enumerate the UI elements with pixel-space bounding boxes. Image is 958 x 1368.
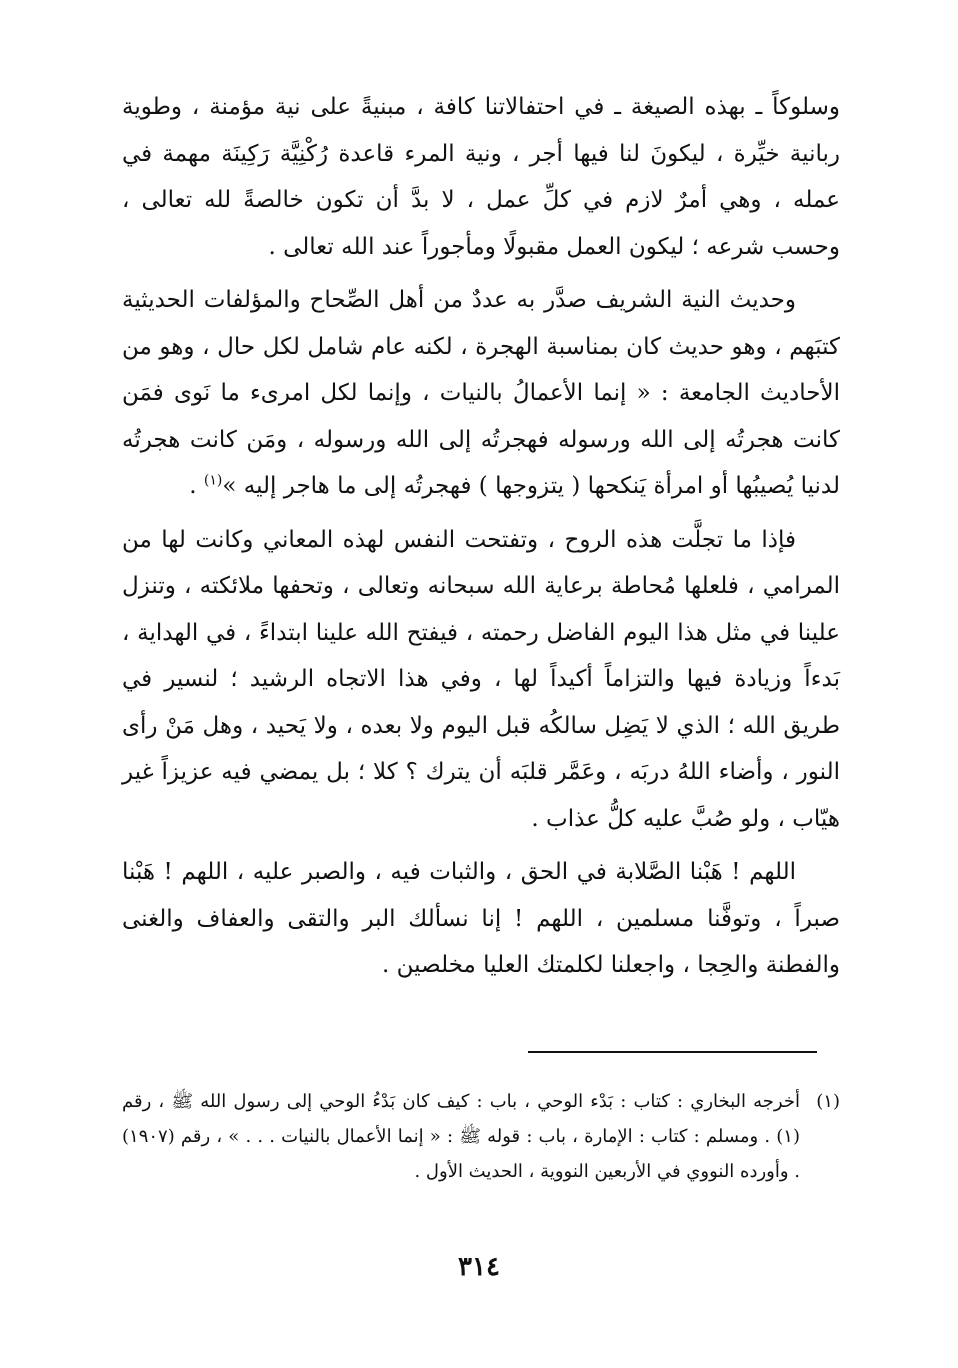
paragraph-1: وسلوكاً ـ بهذه الصيغة ـ في احتفالاتنا كافة ، مبنيةً على نية مؤمنة ، وطوية ربانية خيِّرة ، ليكونَ لنا فيها أجر ، ونية المرء قاعدة رُكْنِيَّة رَكِينَة مهمة في عمله ، وهي أمرٌ لازم في كلِّ عمل ، لا بدَّ أن تكون خالصةً لله تعالى ، وحسب شرعه ؛ ليكون العمل مقبولًا ومأجوراً عند الله تعالى . bbox=[122, 94, 840, 260]
page-number: ٣١٤ bbox=[458, 1252, 500, 1282]
paragraph-2 bbox=[122, 277, 840, 510]
footnote-reference[interactable]: (١) bbox=[203, 472, 223, 489]
paragraph-4: اللهم ! هَبْنا الصَّلابة في الحق ، والثبات فيه ، والصبر عليه ، اللهم ! هَبْنا صبراً ، وتوفَّنا مسلمين ، اللهم ! إنا نسألك البر والتقى والعفاف والغنى والفطنة والحِجا ، واجعلنا لكلمتك العليا مخلصين . bbox=[122, 859, 840, 978]
footnote-divider bbox=[528, 1051, 817, 1053]
paragraph-2-text: وحديث النية الشريف صدَّر به عددٌ من أهل الصِّحاح والمؤلفات الحديثية كتبَهم ، وهو حديث كان بمناسبة الهجرة ، لكنه عام شامل لكل حال ، وهو من الأحاديث الجامعة : « إنما الأعمالُ بالنيات ، وإنما لكل امرىء ما نَوى فمَن كانت هجرتُه إلى الله ورسوله فهجرتُه إلى الله ورسوله ، ومَن كانت هجرتُه لدنيا يُصيبُها أو امرأة يَنكحها ( يتزوجها ) فهجرتُه إلى ما هاجر إليه » bbox=[122, 287, 840, 499]
footnote-text: أخرجه البخاري : كتاب : بَدْء الوحي ، باب : كيف كان بَدْءُ الوحي إلى رسول الله ﷺ ، رقم (١) . ومسلم : كتاب : الإمارة ، باب : قوله ﷺ : « إنما الأعمال بالنيات . . . » ، رقم (١٩٠٧) . وأورده النووي في الأربعين النووية ، الحديث الأول . bbox=[122, 1091, 800, 1182]
footnotes bbox=[122, 1084, 840, 1189]
footnote-number: (١) bbox=[816, 1091, 840, 1112]
footnote-1 bbox=[122, 1084, 840, 1189]
paragraph-3: فإذا ما تجلَّت هذه الروح ، وتفتحت النفس لهذه المعاني وكانت لها من المرامي ، فلعلها مُحاطة برعاية الله سبحانه وتعالى ، وتحفها ملائكته ، وتنزل علينا في مثل هذا اليوم الفاضل رحمته ، فيفتح الله علينا ابتداءً ، في الهداية ، بَدءاً وزيادة فيها والتزاماً أكيداً لها ، وفي هذا الاتجاه الرشيد ؛ لنسير في طريق الله ؛ الذي لا يَضِل سالكُه قبل اليوم ولا بعده ، ولا يَحيد ، وهل مَنْ رأى النور ، وأضاء اللهُ دربَه ، وعَمَّر قلبَه أن يترك ؟ كلا ؛ بل يمضي فيه عزيزاً غير هيّاب ، ولو صُبَّ عليه كلُّ عذاب . bbox=[122, 526, 840, 832]
paragraph-2-end: . bbox=[189, 473, 204, 499]
main-text bbox=[122, 84, 840, 996]
